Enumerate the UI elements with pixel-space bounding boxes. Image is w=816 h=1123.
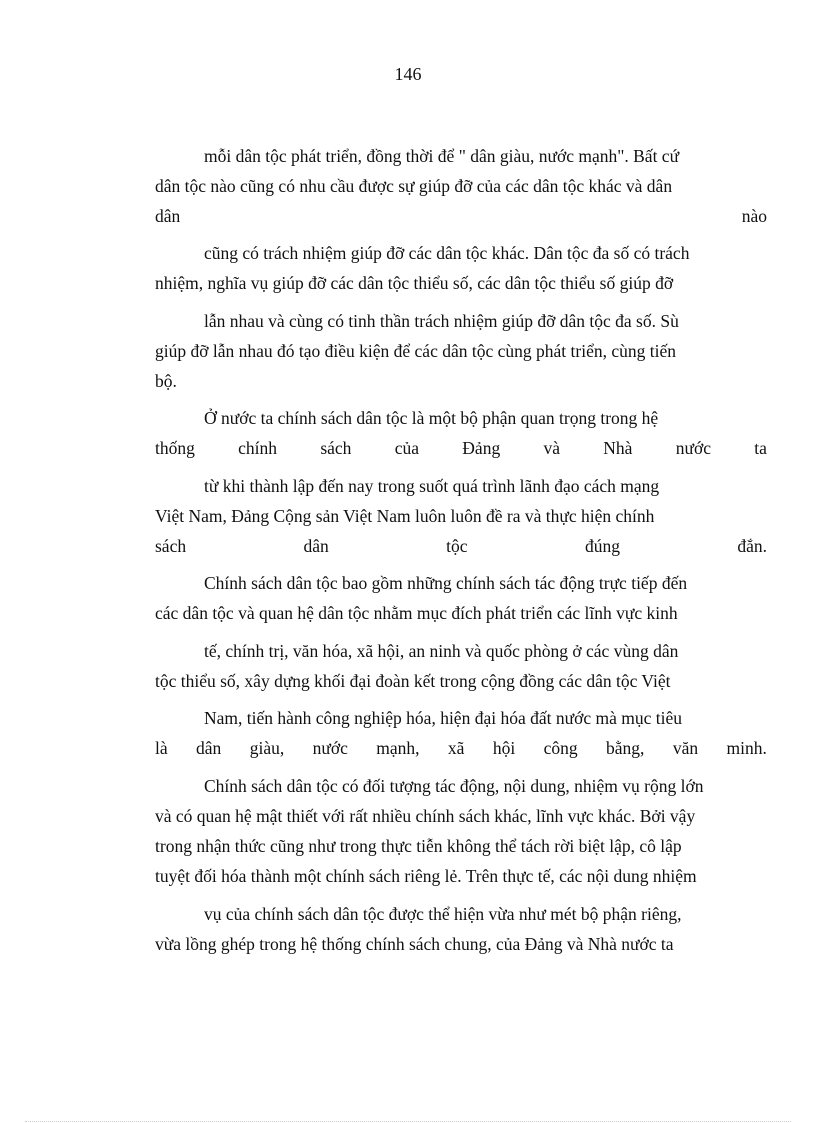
text-line: lẫn nhau và cùng có tinh thần trách nhiệm giúp đỡ dân tộc đa số. Sù: [204, 311, 679, 331]
text-line: vụ của chính sách dân tộc được thể hiện vừa như mét bộ phận riêng,: [204, 904, 682, 924]
text-line-spread: [155, 205, 767, 227]
word: ta: [754, 438, 767, 458]
word: của: [394, 438, 420, 458]
word: mạnh,: [376, 738, 420, 758]
text-line-spread: [155, 535, 767, 557]
word: bằng,: [606, 738, 645, 758]
text-line: mỗi dân tộc phát triển, đồng thời để " dân giàu, nước mạnh". Bất cứ: [204, 146, 680, 166]
word: nước: [312, 738, 348, 758]
word: nào: [741, 206, 767, 226]
word: văn: [672, 738, 699, 758]
word: xã: [447, 738, 465, 758]
text-line: Ở nước ta chính sách dân tộc là một bộ phận quan trọng trong hệ: [204, 408, 659, 428]
word: đúng: [584, 536, 620, 556]
text-line: Chính sách dân tộc bao gồm những chính sách tác động trực tiếp đến: [204, 573, 688, 593]
text-line: dân tộc nào cũng có nhu cầu được sự giúp đỡ của các dân tộc khác và dân: [155, 176, 673, 196]
text-line: nhiệm, nghĩa vụ giúp đỡ các dân tộc thiểu số, các dân tộc thiểu số giúp đỡ: [155, 273, 674, 293]
word: chính: [238, 438, 278, 458]
word: công: [543, 738, 578, 758]
word: nước: [675, 438, 711, 458]
text-line: tuyệt đối hóa thành một chính sách riêng lẻ. Trên thực tế, các nội dung nhiệm: [155, 866, 697, 886]
text-line: Việt Nam, Đảng Cộng sản Việt Nam luôn luôn đề ra và thực hiện chính: [155, 506, 655, 526]
text-line: từ khi thành lập đến nay trong suốt quá trình lãnh đạo cách mạng: [204, 476, 660, 496]
word: là: [155, 738, 168, 758]
word: đắn.: [737, 536, 767, 556]
page-number: 146: [394, 64, 422, 84]
word: dân: [196, 738, 222, 758]
text-line: các dân tộc và quan hệ dân tộc nhằm mục đích phát triển các lĩnh vực kinh: [155, 603, 678, 623]
word: dân: [303, 536, 329, 556]
text-line: trong nhận thức cũng như trong thực tiễn không thể tách rời biệt lập, cô lập: [155, 836, 682, 856]
text-line: bộ.: [155, 371, 177, 391]
text-line: và có quan hệ mật thiết với rất nhiều chính sách khác, lĩnh vực khác. Bởi vậy: [155, 806, 696, 826]
text-line: tộc thiểu số, xây dựng khối đại đoàn kết trong cộng đồng các dân tộc Việt: [155, 671, 671, 691]
text-line: tế, chính trị, văn hóa, xã hội, an ninh và quốc phòng ở các vùng dân: [204, 641, 679, 661]
text-line: vừa lồng ghép trong hệ thống chính sách chung, của Đảng và Nhà nước ta: [155, 934, 674, 954]
word: Đảng: [462, 438, 501, 458]
text-line-spread: [155, 437, 767, 459]
word: dân: [155, 206, 181, 226]
word: tộc: [446, 536, 468, 556]
word: Nhà: [603, 438, 633, 458]
word: hội: [492, 738, 516, 758]
word: minh.: [726, 738, 767, 758]
word: sách: [155, 536, 187, 556]
word: thống: [155, 438, 195, 458]
text-line: giúp đỡ lẫn nhau đó tạo điều kiện để các dân tộc cùng phát triển, cùng tiến: [155, 341, 676, 361]
text-line: cũng có trách nhiệm giúp đỡ các dân tộc khác. Dân tộc đa số có trách: [204, 243, 690, 263]
text-line: Nam, tiến hành công nghiệp hóa, hiện đại hóa đất nước mà mục tiêu: [204, 708, 682, 728]
word: sách: [320, 438, 352, 458]
text-line: Chính sách dân tộc có đối tượng tác động, nội dung, nhiệm vụ rộng lớn: [204, 776, 704, 796]
page-bottom-divider: [25, 1121, 791, 1122]
word: và: [543, 438, 561, 458]
text-line-spread: [155, 737, 767, 759]
word: giàu,: [249, 738, 285, 758]
